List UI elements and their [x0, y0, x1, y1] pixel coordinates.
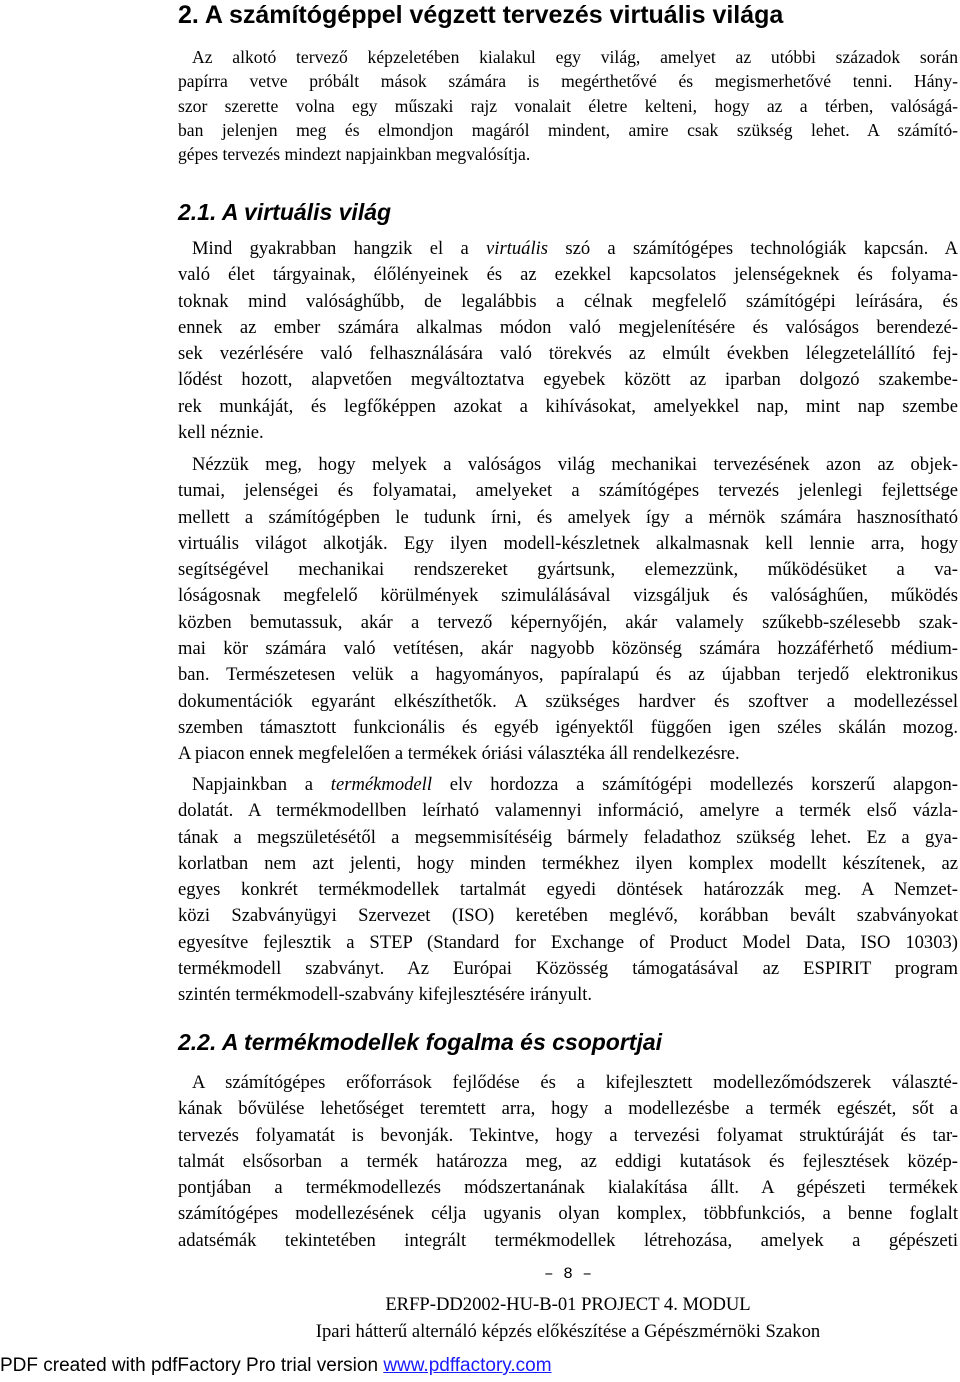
footer-project-code: ERFP-DD2002-HU-B-01 PROJECT 4. MODUL	[385, 1294, 751, 1315]
text-line: kell néznie.	[178, 422, 264, 444]
section-2-2-title: 2.2. A termékmodellek fogalma és csoportjai	[178, 1029, 663, 1055]
text-line: A számítógépes erőforrások fejlődése és a kifejlesztett modellezőmódszerek választé-	[192, 1072, 958, 1093]
section-2-1-paragraph-2	[178, 452, 958, 768]
text-line: A piacon ennek megfelelően a termékek óriási választéka áll rendelkezésre.	[178, 743, 740, 765]
text-line: lődést hozott, alapvetően megváltoztatva egyebek között az iparban dolgozó szakembe-	[178, 369, 958, 391]
section-2-1-paragraph-3	[178, 772, 958, 1009]
text-line: virtuális világot alkotják. Egy ilyen modell-készletnek alkalmasnak kell lennie arra, hogy	[178, 532, 958, 554]
text-line: adatsémák tekintetében integrált termékmodellek létrehozása, amelyek a gépészeti	[178, 1229, 958, 1251]
pdf-banner-text: PDF created with pdfFactory Pro trial version	[0, 1355, 384, 1376]
text-line: tumai, jelenségei és folyamatai, amelyeket a számítógépes tervezés jelenlegi fejlettsége	[178, 480, 958, 502]
text-line: toknak mind valósághűbb, de legalábbis a célnak megfelelő számítógépi leírására, és	[178, 290, 958, 312]
text-line: szemben támasztott funkcionális és egyéb igényektől függően igen széles skálán mozog.	[178, 716, 958, 738]
section-2-2-paragraph-1	[178, 1070, 958, 1254]
text-line: mellett a számítógépben le tudunk írni, és amelyek így a mérnök számára hasznosítható	[178, 506, 958, 528]
section-2-1-title: 2.1. A virtuális világ	[178, 199, 392, 225]
text-line: közi Szabványügyi Szervezet (ISO) keretében meglévő, korábban bevált szabványokat	[178, 905, 958, 927]
page-heading: 2. A számítógéppel végzett tervezés virtuális világa	[178, 1, 784, 29]
text-line: korlatban nem azt jelenti, hogy minden termékhez ilyen komplex modellt készítenek, az	[178, 852, 958, 874]
text-line: ban. Természetesen velük a hagyományos, papíralapú és az újabban terjedő elektronikus	[178, 664, 958, 686]
text-line: ban jelenjen meg és elmondjon magáról mindent, amire csak szükség lehet. A számító-	[178, 119, 958, 140]
text-line: termékmodell szabványt. Az Európai Közösség támogatásával az ESPIRIT program	[178, 958, 958, 980]
text-line: számítógépes modellezésének célja ugyanis olyan komplex, többfunkciós, a benne foglalt	[178, 1203, 958, 1225]
footer-course-title: Ipari hátterű alternáló képzés előkészítése a Gépészmérnöki Szakon	[315, 1321, 821, 1342]
text-line: tervezés folyamatát is bevonják. Tekintve, hogy a tervezési folyamat struktúráját és tar-	[178, 1124, 958, 1146]
text-line: való élet tárgyainak, élőlényeinek és az ezekkel kapcsolatos jelenségeknek és folyama-	[178, 264, 958, 286]
text-line: lóságosnak megfelelő körülmények szimulálásával vizsgáljuk és valósághűen, működés	[178, 585, 958, 607]
text-line: gépes tervezés mindezt napjainkban megvalósítja.	[178, 144, 531, 165]
text-line: tának a megszületésétől a megsemmisítéséig bármely feladathoz szükség lehet. Ez a gya-	[178, 826, 958, 848]
text-line: Mind gyakrabban hangzik el a virtuális szó a számítógépes technológiák kapcsán. A	[192, 238, 958, 259]
page-number: – 8 –	[543, 1265, 592, 1283]
text-line: segítségével mechanikai rendszereket gyártsunk, elemezzünk, működésüket a va-	[178, 559, 958, 581]
text-line: ennek az ember számára alkalmas módon való megjelenítésére és valóságos berendezé-	[178, 316, 958, 338]
text-line: rek munkáját, és legfőképpen azokat a kihívásokat, amelyekkel nap, mint nap szembe	[178, 395, 958, 417]
text-line: talmát elsősorban a termék határozza meg, az eddigi kutatások és fejlesztések közép-	[178, 1150, 958, 1172]
text-line: kának bővülése lehetőséget teremtett arra, hogy a modellezésbe a termék egészét, sőt a	[178, 1098, 958, 1120]
text-line: papírra vetve próbált mások számára is megérthetővé és megismerhetővé tenni. Hány-	[178, 71, 958, 92]
text-line: sek vezérlésére való felhasználására való törekvés az elmúlt években lélegzetelállító fej-	[178, 343, 958, 365]
text-line: dokumentációk egyaránt elkészíthetők. A szükséges hardver és szoftver a modellezéssel	[178, 690, 958, 712]
text-line: Az alkotó tervező képzeletében kialakul egy világ, amelyet az utóbbi századok során	[192, 47, 958, 67]
text-line: mai kör számára való vetítésen, akár nagyobb közönség számára hozzáférhető médium-	[178, 638, 958, 660]
text-line: Nézzük meg, hogy melyek a valóságos világ mechanikai tervezésének azon az objek-	[192, 454, 958, 475]
text-line: dolatát. A termékmodellben leírható valamennyi információ, amelyre a termék első vázla-	[178, 800, 958, 822]
text-line: szintén termékmodell-szabvány kifejlesztésére irányult.	[178, 984, 593, 1006]
text-line: szor szerette volna egy műszaki rajz vonalait életre kelteni, hogy az a térben, valóságá-	[178, 95, 958, 116]
text-line: egyes konkrét termékmodellek tartalmát egyedi döntések határozzák meg. A Nemzet-	[178, 879, 958, 901]
text-line: pontjában a termékmodellezés módszertanának kialakítása állt. A gépészeti termékek	[178, 1177, 958, 1199]
pdffactory-link[interactable]: www.pdffactory.com	[383, 1355, 552, 1376]
section-2-1-paragraph-1	[178, 236, 958, 446]
intro-paragraph	[178, 45, 958, 166]
text-line: egyesítve fejlesztik a STEP (Standard for Exchange of Product Model Data, ISO 10303)	[178, 931, 958, 953]
text-line: közben bemutassuk, akár a tervező képernyőjén, akár valamely szűkebb-szélesebb szak-	[178, 611, 958, 633]
text-line: Napjainkban a termékmodell elv hordozza a számítógépi modellezés korszerű alapgon-	[192, 774, 958, 795]
pdf-creator-banner	[0, 1353, 960, 1379]
